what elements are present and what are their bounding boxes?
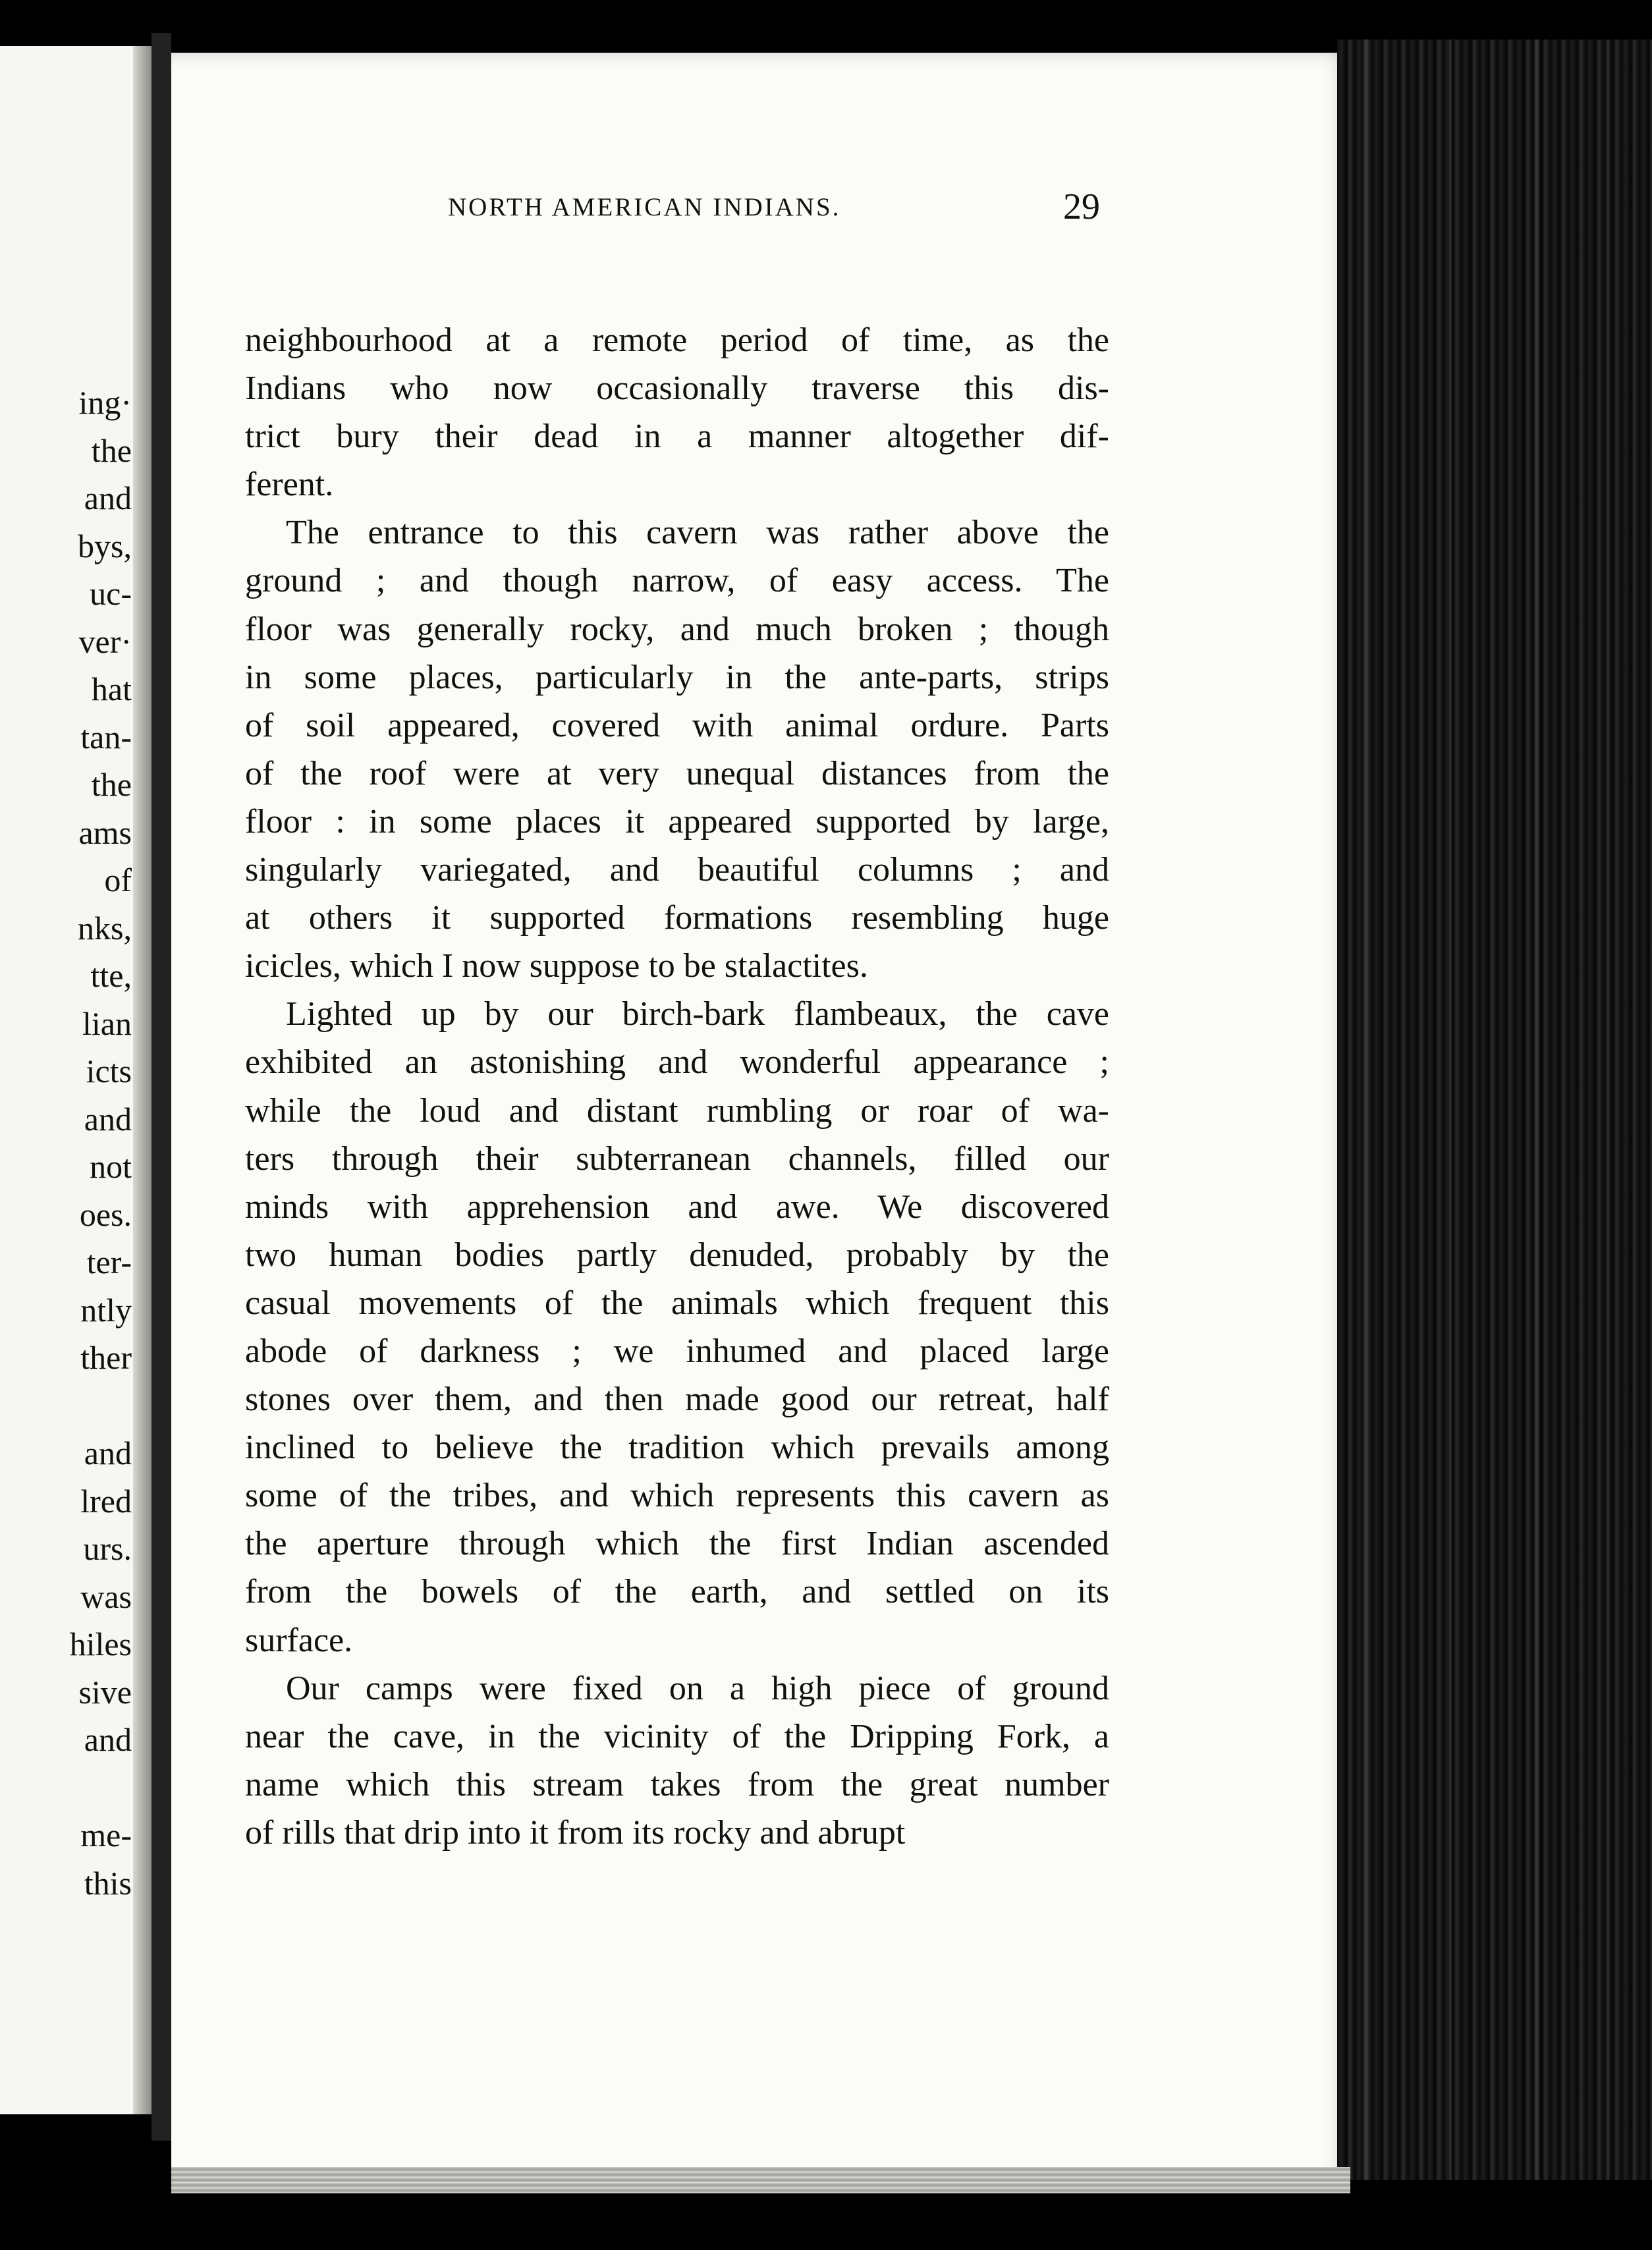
text-line: abode of darkness ; we inhumed and placed large xyxy=(245,1332,1109,1370)
facing-page-line-fragment: lred xyxy=(80,1482,132,1520)
text-line: ters through their subterranean channels, filled our xyxy=(245,1139,1109,1178)
facing-page-line-fragment xyxy=(0,1382,132,1430)
facing-page-line-fragment: ntly xyxy=(80,1291,132,1329)
facing-page-line-fragment: urs. xyxy=(83,1530,132,1567)
text-line: casual movements of the animals which frequent this xyxy=(245,1284,1109,1322)
facing-page-line-fragment: me- xyxy=(80,1817,132,1853)
book-spine xyxy=(151,33,171,2141)
text-line: near the cave, in the vicinity of the Dripping Fork, a xyxy=(245,1717,1109,1755)
paragraph xyxy=(245,508,1109,990)
facing-page-line-fragment: was xyxy=(80,1578,132,1615)
text-line: of rills that drip into it from its rocky and abrupt xyxy=(245,1813,906,1852)
facing-page-line-fragment xyxy=(0,1764,132,1812)
text-line: some of the tribes, and which represents this cavern as xyxy=(245,1477,1109,1515)
text-line: Our camps were fixed on a high piece of ground xyxy=(286,1669,1109,1707)
page-bottom-edge xyxy=(171,2167,1350,2193)
facing-page-line-fragment: ther xyxy=(80,1339,132,1376)
body-text xyxy=(245,316,1109,1857)
facing-page-line-fragment: oes. xyxy=(79,1195,132,1233)
facing-page-line-fragment: ams xyxy=(78,813,132,851)
facing-page-line-fragment: and xyxy=(84,480,132,516)
facing-page-line-fragment: sive xyxy=(78,1673,132,1711)
text-line: two human bodies partly denuded, probably by the xyxy=(245,1236,1109,1274)
facing-page-line-fragment: uc- xyxy=(90,575,132,612)
running-head-title: NORTH AMERICAN INDIANS. xyxy=(448,193,841,221)
facing-page-line-fragment: tte, xyxy=(90,957,132,994)
facing-page-line-fragment: and xyxy=(84,1721,132,1758)
facing-page-line-fragment: of xyxy=(104,862,132,898)
text-line: of the roof were at very unequal distances from the xyxy=(245,754,1109,792)
text-line: neighbourhood at a remote period of time, as the xyxy=(245,321,1109,359)
text-line: inclined to believe the tradition which prevails among xyxy=(245,1429,1109,1467)
facing-page xyxy=(0,46,151,2114)
facing-page-line-fragment: the xyxy=(91,766,132,803)
text-line: while the loud and distant rumbling or roar of wa- xyxy=(245,1091,1109,1130)
text-line: the aperture through which the first Indian ascended xyxy=(245,1525,1109,1563)
facing-page-line-fragment: lian xyxy=(82,1004,132,1042)
text-line: stones over them, and then made good our retreat, half xyxy=(245,1381,1109,1419)
text-line: at others it supported formations resembling huge xyxy=(245,899,1109,937)
facing-page-line-fragment: icts xyxy=(86,1053,132,1089)
paragraph xyxy=(245,316,1109,508)
running-head xyxy=(277,186,1100,238)
text-line: Lighted up by our birch-bark flambeaux, the cave xyxy=(286,995,1109,1033)
text-line: ferent. xyxy=(245,466,334,504)
text-line: from the bowels of the earth, and settled on its xyxy=(245,1573,1109,1611)
facing-page-line-fragment: this xyxy=(84,1864,132,1902)
text-line: singularly variegated, and beautiful columns ; and xyxy=(245,851,1109,889)
facing-page-line-fragment: ing· xyxy=(78,384,132,421)
text-line: name which this stream takes from the great number xyxy=(245,1765,1109,1803)
facing-page-line-fragment: hiles xyxy=(69,1626,132,1662)
left-page-gutter xyxy=(133,46,151,2114)
page-number: 29 xyxy=(1063,186,1100,227)
text-line: minds with apprehension and awe. We discovered xyxy=(245,1188,1109,1226)
facing-page-line-fragment: ter- xyxy=(86,1244,132,1280)
text-line: icicles, which I now suppose to be stalactites. xyxy=(245,947,868,985)
text-line: ground ; and though narrow, of easy access. The xyxy=(245,562,1109,600)
facing-page-text-fragments xyxy=(0,379,132,1907)
text-line: Indians who now occasionally traverse this dis- xyxy=(245,370,1109,408)
facing-page-line-fragment: not xyxy=(90,1148,132,1185)
text-line: floor : in some places it appeared supported by large, xyxy=(245,802,1109,840)
text-line: of soil appeared, covered with animal ordure. Parts xyxy=(245,706,1109,744)
facing-page-line-fragment: and xyxy=(84,1435,132,1471)
paragraph xyxy=(245,990,1109,1664)
facing-page-line-fragment: the xyxy=(91,431,132,469)
paragraph xyxy=(245,1664,1109,1857)
facing-page-line-fragment: tan- xyxy=(80,718,132,755)
facing-page-line-fragment: nks, xyxy=(78,909,132,947)
text-line: surface. xyxy=(245,1621,353,1659)
facing-page-line-fragment: and xyxy=(84,1100,132,1138)
text-line: in some places, particularly in the ante-parts, strips xyxy=(245,658,1109,696)
facing-page-line-fragment: hat xyxy=(91,671,132,707)
facing-page-line-fragment: ver· xyxy=(78,622,132,660)
facing-page-line-fragment: bys, xyxy=(78,527,132,564)
text-line: The entrance to this cavern was rather above the xyxy=(286,514,1109,552)
page-edges-fore-edge xyxy=(1337,40,1652,2180)
text-line: floor was generally rocky, and much broken ; though xyxy=(245,610,1109,648)
text-line: exhibited an astonishing and wonderful appearance ; xyxy=(245,1043,1109,1082)
text-line: trict bury their dead in a manner altogether dif- xyxy=(245,418,1109,456)
